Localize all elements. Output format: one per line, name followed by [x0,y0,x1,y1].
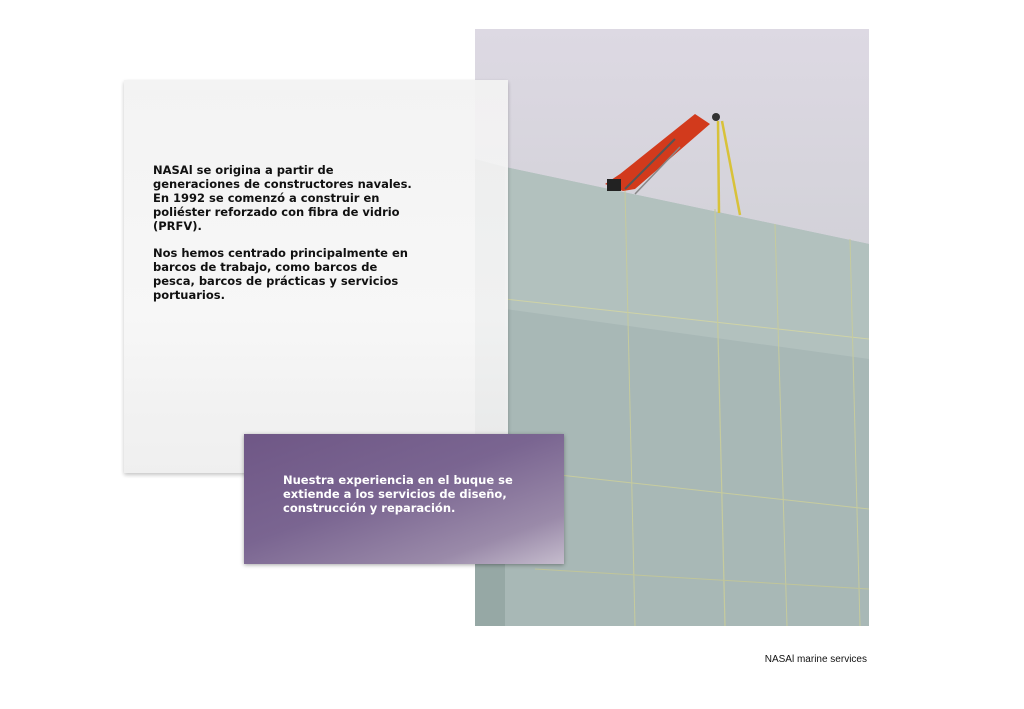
highlight-text: Nuestra experiencia en el buque se extiende a los servicios de diseño, construcción y reparación. [283,473,513,515]
lifting-strap [718,121,719,213]
crane-hook [712,113,720,121]
intro-text [153,163,423,315]
intro-paragraph-2: Nos hemos centrado principalmente en barcos de trabajo, como barcos de pesca, barcos de prácticas y servicios portuarios. [153,246,408,302]
crane-base [607,179,621,191]
intro-paragraph-1: NASAl se origina a partir de generaciones de constructores navales. En 1992 se comenzó a construir en poliéster reforzado con fibra de vidrio (PRFV). [153,163,412,233]
lifting-strap [722,121,740,215]
footer-brand: NASAl marine services [764,654,867,665]
